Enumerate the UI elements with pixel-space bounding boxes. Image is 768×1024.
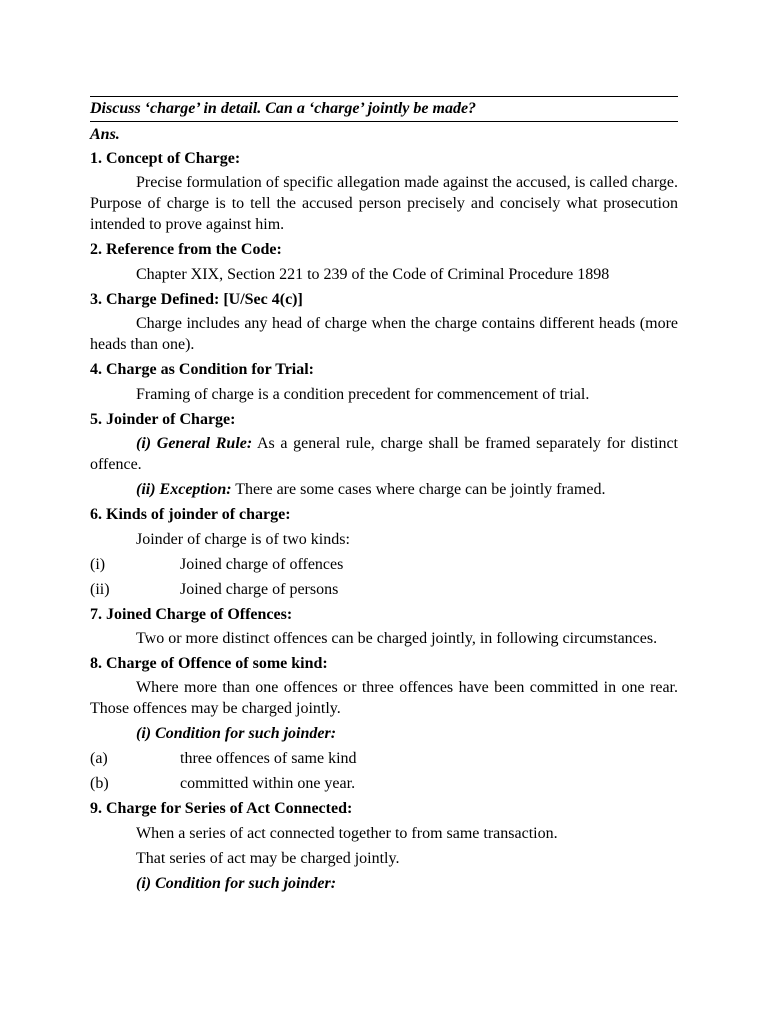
list-marker: (i) <box>90 556 106 573</box>
list-text: committed within one year. <box>180 775 356 792</box>
section-text-condition-trial: Framing of charge is a condition precedent for commencement of trial. <box>136 386 590 403</box>
list-item <box>90 772 678 796</box>
section-heading-defined: 3. Charge Defined: [U/Sec 4(c)] <box>90 291 303 308</box>
section-heading-joinder: 5. Joinder of Charge: <box>90 411 236 428</box>
section-heading-condition-trial: 4. Charge as Condition for Trial: <box>90 361 315 378</box>
exception-label: (ii) Exception: <box>136 481 232 498</box>
joinder-exception <box>90 478 678 502</box>
document-page <box>90 96 678 897</box>
section-text-joined-offences: Two or more distinct offences can be charged jointly, in following circumstances. <box>136 630 658 647</box>
series-line-2: That series of act may be charged jointly. <box>136 850 400 867</box>
question-title: Discuss ‘charge’ in detail. Can a ‘charge’ jointly be made? <box>90 96 678 122</box>
section-heading-reference: 2. Reference from the Code: <box>90 241 282 258</box>
section-heading-same-kind: 8. Charge of Offence of some kind: <box>90 655 328 672</box>
section-heading-concept: 1. Concept of Charge: <box>90 150 241 167</box>
list-text: Joined charge of persons <box>180 581 339 598</box>
section-text-defined: Charge includes any head of charge when the charge contains different heads (more heads than one). <box>90 315 678 353</box>
list-item <box>90 747 678 771</box>
section-text-concept: Precise formulation of specific allegation made against the accused, is called charge. Purpose of charge is to tell the accused person precisely and concisely what prosecution intended to prove against him. <box>90 174 678 233</box>
list-item <box>90 553 678 577</box>
condition-joinder-label: (i) Condition for such joinder: <box>136 725 337 742</box>
section-text-reference: Chapter XIX, Section 221 to 239 of the Code of Criminal Procedure 1898 <box>136 266 610 283</box>
list-marker: (a) <box>90 750 108 767</box>
section-heading-kinds: 6. Kinds of joinder of charge: <box>90 506 291 523</box>
section-heading-joined-offences: 7. Joined Charge of Offences: <box>90 606 293 623</box>
list-marker: (b) <box>90 775 109 792</box>
series-line-1: When a series of act connected together to from same transaction. <box>136 825 558 842</box>
exception-text: There are some cases where charge can be jointly framed. <box>231 481 606 498</box>
series-condition-label: (i) Condition for such joinder: <box>136 875 337 892</box>
list-text: Joined charge of offences <box>180 556 344 573</box>
list-text: three offences of same kind <box>180 750 357 767</box>
section-heading-series: 9. Charge for Series of Act Connected: <box>90 800 353 817</box>
joinder-general-rule <box>90 433 678 475</box>
general-rule-label: (i) General Rule: <box>136 435 253 452</box>
list-item <box>90 578 678 602</box>
general-rule-text: As a general rule, charge shall be framed separately for distinct offence. <box>90 435 679 473</box>
section-text-same-kind: Where more than one offences or three offences have been committed in one rear. Those offences may be charged jointly. <box>90 679 678 717</box>
answer-label: Ans. <box>90 126 120 143</box>
kinds-intro: Joinder of charge is of two kinds: <box>136 531 350 548</box>
list-marker: (ii) <box>90 581 110 598</box>
